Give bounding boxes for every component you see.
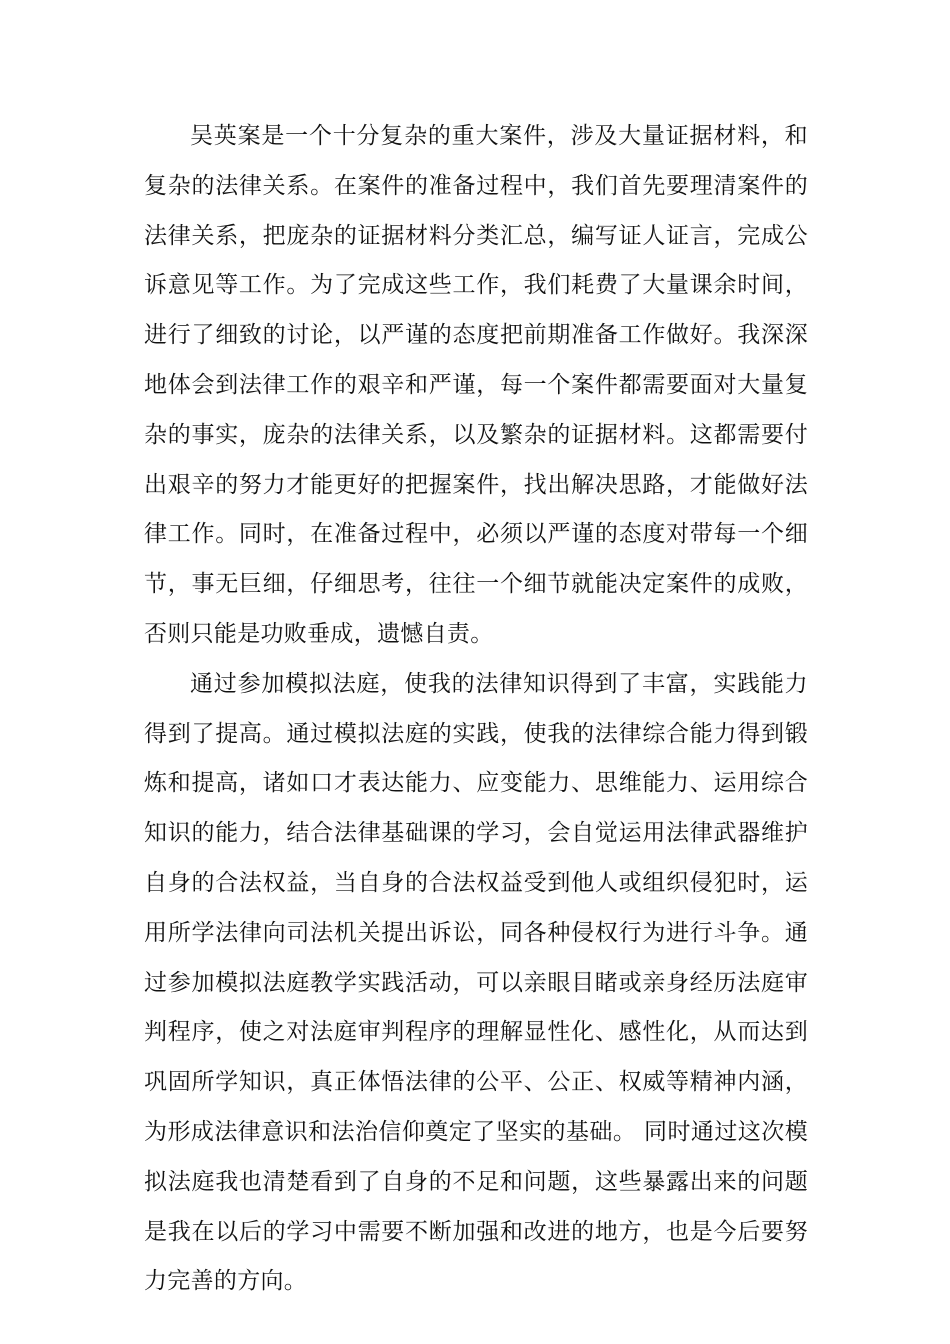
- document-body: [144, 112, 808, 1307]
- paragraph-2: 通过参加模拟法庭，使我的法律知识得到了丰富，实践能力得到了提高。通过模拟法庭的实践，使我的法律综合能力得到锻炼和提高，诸如口才表达能力、应变能力、思维能力、运用综合知识的能力，结合法律基础课的学习，会自觉运用法律武器维护自身的合法权益，当自身的合法权益受到他人或组织侵犯时，运用所学法律向司法机关提出诉讼，同各种侵权行为进行斗争。通过参加模拟法庭教学实践活动，可以亲眼目睹或亲身经历法庭审判程序，使之对法庭审判程序的理解显性化、感性化，从而达到巩固所学知识，真正体悟法律的公平、公正、权威等精神内涵，为形成法律意识和法治信仰奠定了坚实的基础。 同时通过这次模拟法庭我也清楚看到了自身的不足和问题，这些暴露出来的问题是我在以后的学习中需要不断加强和改进的地方，也是今后要努力完善的方向。: [144, 670, 808, 1295]
- paragraph-1: 吴英案是一个十分复杂的重大案件，涉及大量证据材料，和复杂的法律关系。在案件的准备过程中，我们首先要理清案件的法律关系，把庞杂的证据材料分类汇总，编写证人证言，完成公诉意见等工作。为了完成这些工作，我们耗费了大量课余时间，进行了细致的讨论，以严谨的态度把前期准备工作做好。我深深地体会到法律工作的艰辛和严谨，每一个案件都需要面对大量复杂的事实，庞杂的法律关系，以及繁杂的证据材料。这都需要付出艰辛的努力才能更好的把握案件，找出解决思路，才能做好法律工作。同时，在准备过程中，必须以严谨的态度对带每一个细节，事无巨细，仔细思考，往往一个细节就能决定案件的成败，否则只能是功败垂成，遗憾自责。: [144, 123, 808, 647]
